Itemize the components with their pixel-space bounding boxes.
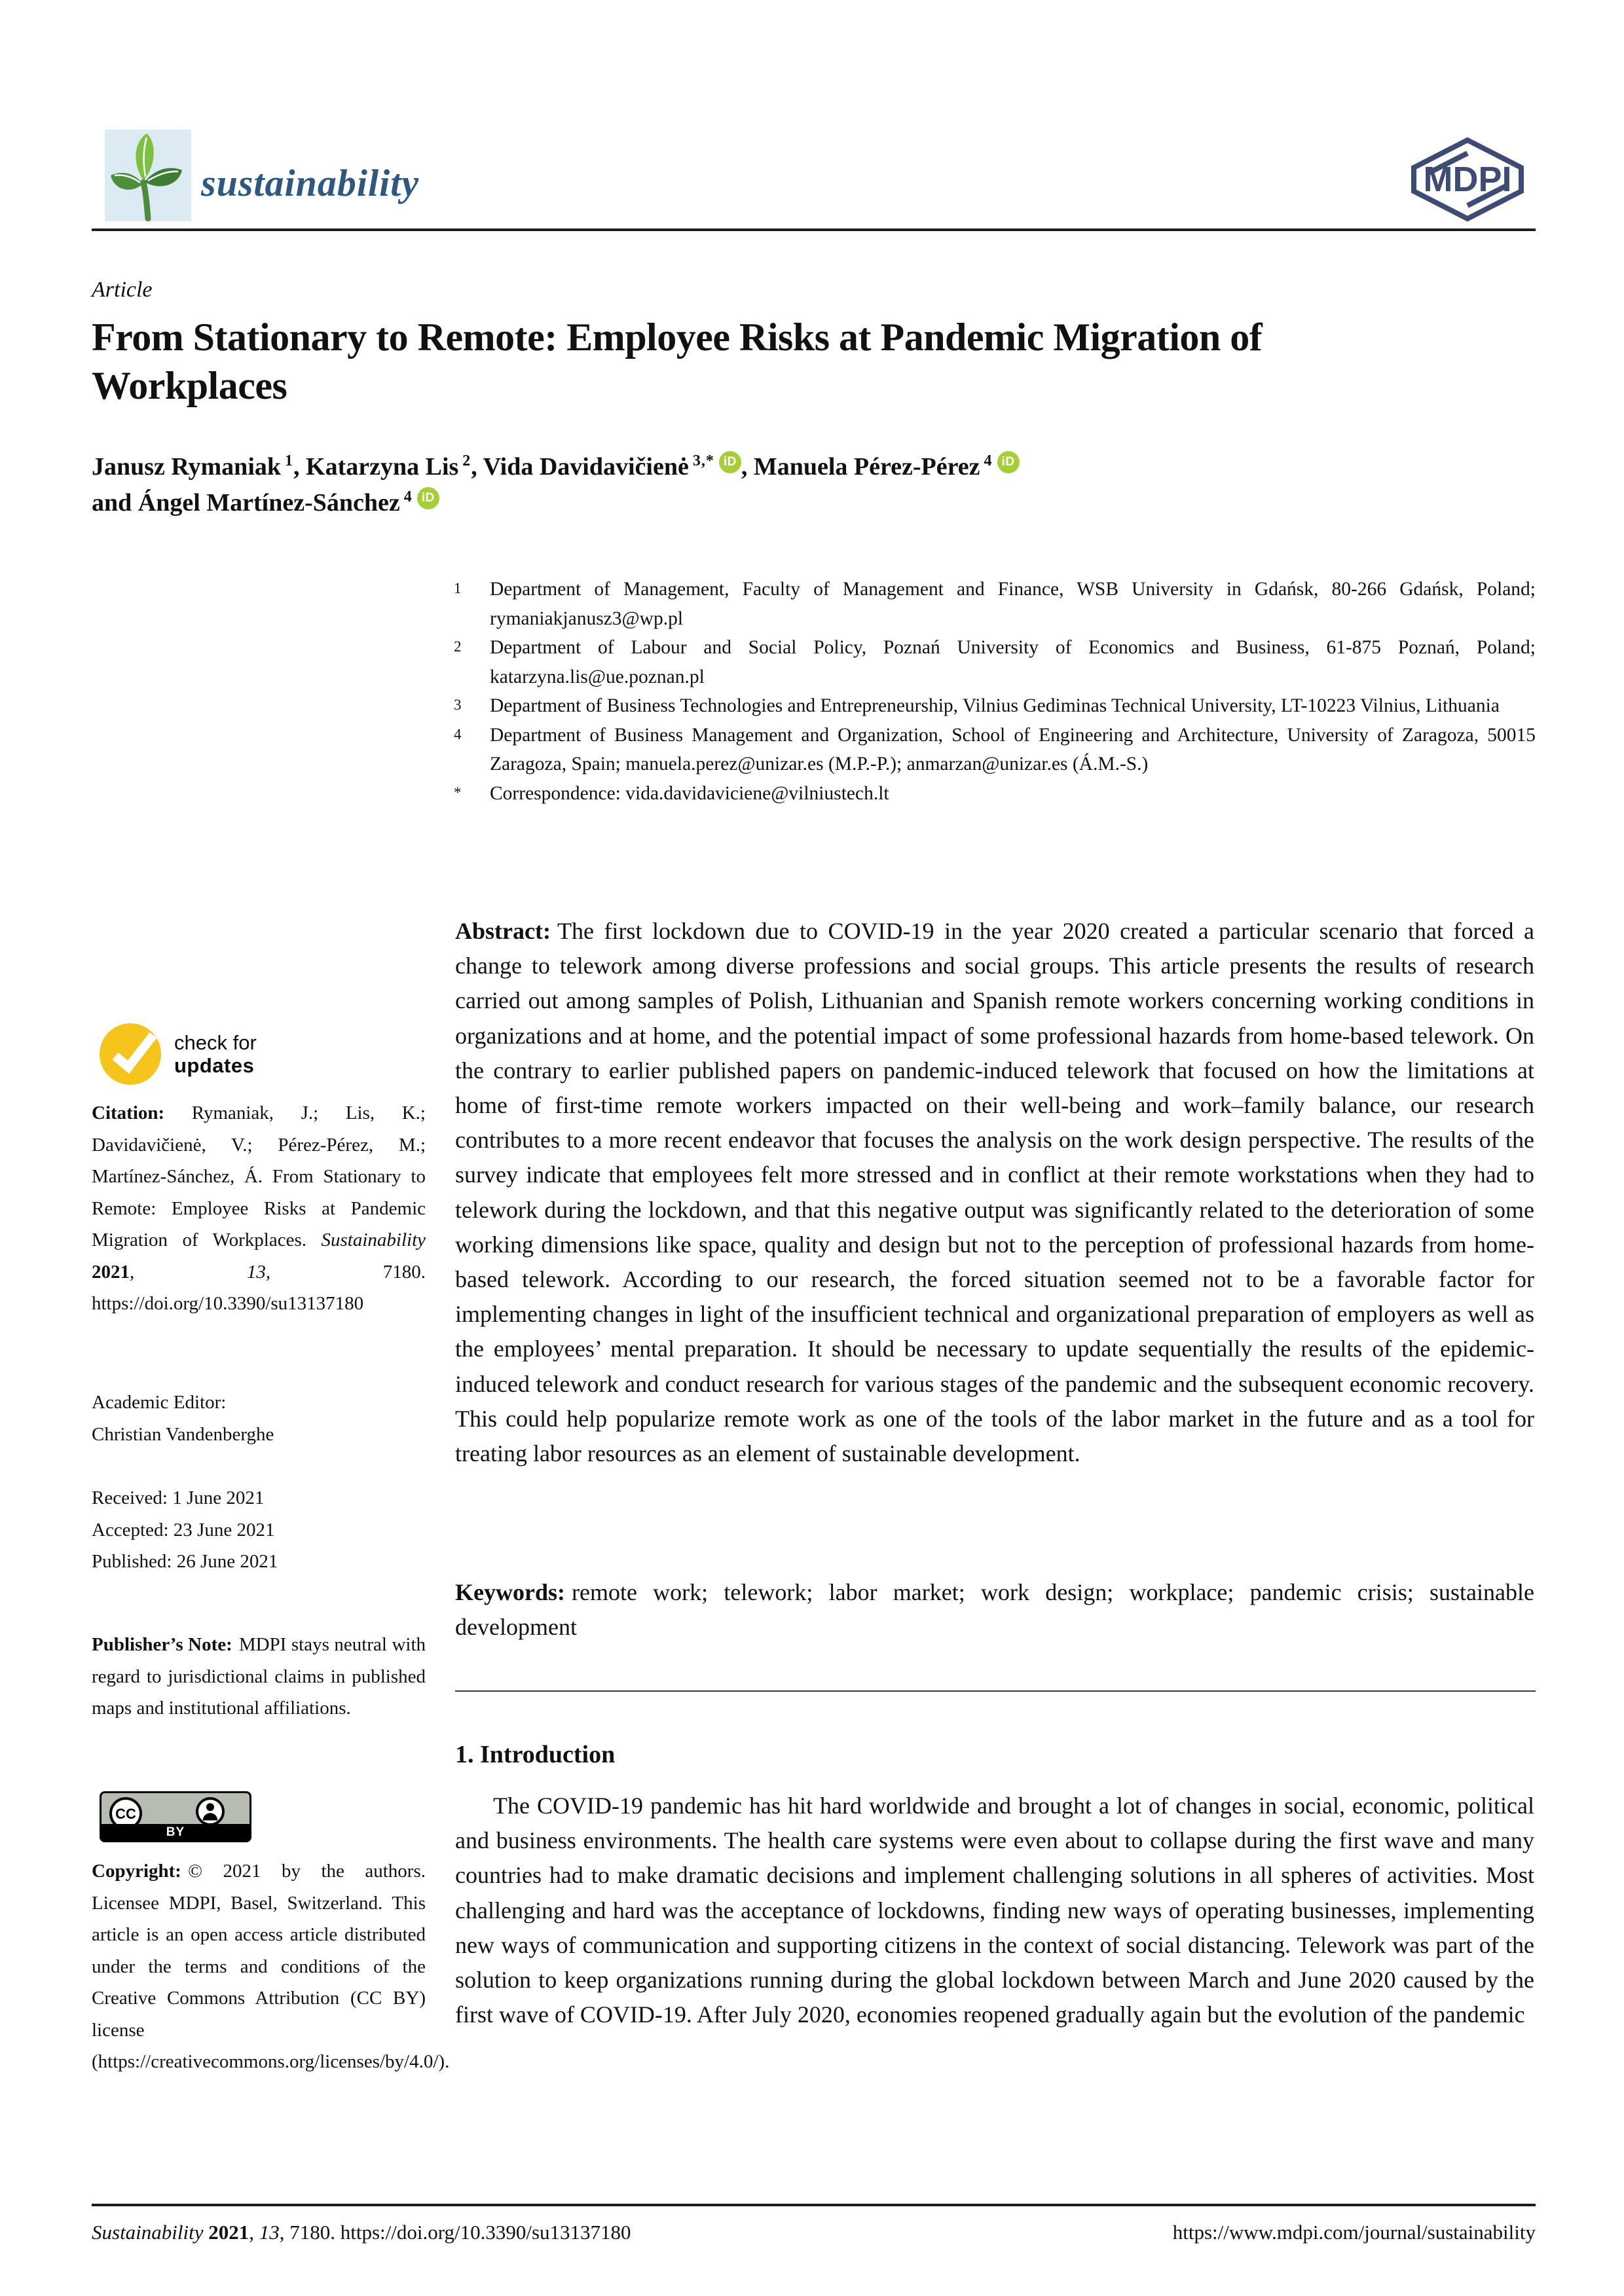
- affiliation-text: Department of Management, Faculty of Management and Finance, WSB University in Gdańsk, 80-266 Gdańsk, Poland; rymaniakjanusz3@wp.pl: [490, 579, 1536, 629]
- text-segment: 13: [259, 2221, 280, 2244]
- publisher-note-label: Publisher’s Note:: [92, 1634, 232, 1655]
- check-for-updates-badge[interactable]: [100, 1021, 388, 1087]
- section-divider: [455, 1690, 1536, 1692]
- person-icon: [196, 1797, 225, 1826]
- keywords-label: Keywords:: [455, 1579, 565, 1605]
- text-segment: 2021: [92, 1261, 130, 1283]
- affiliations-list: [454, 575, 1536, 808]
- text-segment: ,: [293, 453, 306, 481]
- text-segment: Sustainability: [92, 2221, 209, 2244]
- affiliation-item: [454, 691, 1536, 721]
- orcid-icon[interactable]: iD: [719, 451, 741, 473]
- text-segment: ,: [471, 453, 483, 481]
- text-segment: Manuela Pérez-Pérez: [753, 453, 980, 481]
- affiliation-text: Correspondence: vida.davidaviciene@vilniustech.lt: [490, 782, 889, 804]
- date-line: Received: 1 June 2021: [92, 1487, 265, 1508]
- author-superscript: 2: [462, 452, 471, 470]
- authors-line: [92, 449, 1375, 521]
- publisher-note-block: [92, 1629, 426, 1724]
- affiliation-item: [454, 633, 1536, 691]
- affiliation-text: Department of Business Technologies and Entrepreneurship, Vilnius Gediminas Technical University, LT-10223 Vilnius, Lithuania: [490, 695, 1500, 716]
- citation-block: [92, 1097, 426, 1320]
- author-superscript: 4: [403, 488, 413, 506]
- abstract-paragraph: [455, 914, 1534, 1471]
- publisher-note-text: MDPI stays neutral with regard to jurisdictional claims in published maps and institutional affiliations.: [92, 1634, 426, 1719]
- cc-icon: CC: [109, 1797, 142, 1830]
- author-superscript: 3,*: [692, 452, 714, 470]
- affiliation-text: Department of Business Management and Organization, School of Engineering and Architecture, University of Zaragoza, 50015 Zaragoza, Spain; manuela.perez@unizar.es (M.P.-P.); anmarzan@unizar.es (Á.M.-S.): [490, 724, 1536, 774]
- text-segment: Sustainability: [321, 1230, 426, 1250]
- keywords-text: remote work; telework; labor market; work design; workplace; pandemic crisis; sustainable development: [455, 1579, 1534, 1641]
- affiliation-item: [454, 779, 1536, 809]
- affiliation-item: [454, 575, 1536, 633]
- copyright-label: Copyright:: [92, 1861, 181, 1882]
- footer-divider: [92, 2204, 1536, 2206]
- article-type-label: Article: [92, 278, 153, 302]
- text-segment: 2021: [208, 2221, 249, 2244]
- text-segment: , 7180. https://doi.org/10.3390/su13137180: [279, 2221, 631, 2244]
- author-superscript: 4: [984, 452, 993, 470]
- abstract-text: The first lockdown due to COVID-19 in the year 2020 created a particular scenario that forced a change to telework among diverse professions and social groups. This article presents the results of research carried out among samples of Polish, Lithuanian and Spanish remote workers concerning working conditions in organizations and at home, and the potential impact of some professional hazards from home-based telework. On the contrary to earlier published papers on pandemic-induced telework that focused on how the limitations at home of first-time remote workers impacted on their well-being and work–family balance, our research contributes to a more recent endeavor that focuses the analysis on the work design perspective. The results of the survey indicate that employees felt more stressed and in conflict at their remote workstations when they had to telework during the lockdown, and that this negative output was significantly related to the deterioration of some working dimensions like space, quality and design but not to the perception of professional hazards from home-based telework. According to our research, the forced situation seemed not to be a favorable factor for implementing changes in light of the insufficient technical and organizational preparation of employers as well as the employees’ mental preparation. It should be necessary to update sequentially the results of the epidemic-induced telework and conduct research for various stages of the pandemic and the subsequent economic recovery. This could help popularize remote work as one of the tools of the labor market in the future and as a tool for treating labor resources as an element of sustainable development.: [455, 918, 1534, 1467]
- text-segment: and Ángel Martínez-Sánchez: [92, 489, 400, 517]
- affiliation-marker: 4: [454, 725, 462, 742]
- text-segment: ,: [249, 2221, 259, 2244]
- text-segment: ,: [130, 1261, 247, 1283]
- page-title: From Stationary to Remote: Employee Risks at Pandemic Migration of Workplaces: [92, 316, 1263, 408]
- affiliation-item: [454, 721, 1536, 779]
- text-segment: Janusz Rymaniak: [92, 453, 282, 481]
- footer-citation[interactable]: [92, 2221, 631, 2244]
- dates-block: [92, 1482, 426, 1578]
- cc-by-badge[interactable]: [100, 1791, 251, 1842]
- text-segment: ,: [741, 453, 754, 481]
- academic-editor-label: Academic Editor:: [92, 1392, 227, 1413]
- date-line: Published: 26 June 2021: [92, 1551, 278, 1572]
- text-segment: Vida Davidavičienė: [483, 453, 689, 481]
- affiliation-marker: 2: [454, 638, 462, 655]
- affiliation-marker: 1: [454, 580, 462, 596]
- academic-editor-block: [92, 1387, 426, 1450]
- mdpi-logo: [1408, 136, 1527, 223]
- affiliation-marker: 3: [454, 697, 462, 713]
- journal-logo: [105, 130, 191, 221]
- text-segment: 13: [246, 1261, 266, 1283]
- author-superscript: 1: [285, 452, 294, 470]
- date-line: Accepted: 23 June 2021: [92, 1519, 275, 1540]
- text-segment: Rymaniak, J.; Lis, K.; Davidavičienė, V.; Pérez-Pérez, M.; Martínez-Sánchez, Á. From Stationary to Remote: Employee Risks at Pandemic Migration of Workplaces.: [92, 1102, 426, 1250]
- cc-by-label: BY: [101, 1824, 249, 1840]
- introduction-paragraph: The COVID-19 pandemic has hit hard worldwide and brought a lot of changes in social, economic, political and business environments. The health care systems were even about to collapse during the first wave and many countries had to make dramatic decisions and implement challenging solutions in all spheres of activities. Most challenging and hard was the acceptance of lockdowns, finding new ways of operating businesses, implementing new ways of communication and supporting citizens in the context of social distancing. Telework was part of the solution to keep organizations running during the global lockdown between March and June 2020 caused by the first wave of COVID-19. After July 2020, economies reopened gradually again but the evolution of the pandemic: [455, 1793, 1534, 2028]
- text-segment: Katarzyna Lis: [306, 453, 459, 481]
- copyright-block: [92, 1855, 450, 2078]
- section-heading-introduction: 1. Introduction: [455, 1741, 616, 1768]
- footer-journal-url[interactable]: https://www.mdpi.com/journal/sustainability: [1172, 2221, 1536, 2244]
- header-divider: [92, 228, 1536, 231]
- check-for-updates-text: check for updates: [174, 1031, 257, 1077]
- academic-editor-name: Christian Vandenberghe: [92, 1423, 274, 1445]
- copyright-text: © 2021 by the authors. Licensee MDPI, Basel, Switzerland. This article is an open access article distributed under the terms and conditions of the Creative Commons Attribution (CC BY) license (https://creativecommons.org/licenses/by/4.0/).: [92, 1861, 450, 2072]
- orcid-icon[interactable]: iD: [997, 451, 1020, 473]
- mdpi-hexagon-icon: [1408, 136, 1527, 223]
- svg-text:MDPI: MDPI: [1423, 160, 1512, 199]
- check-circle-icon: [100, 1023, 161, 1085]
- plant-sprout-icon: [105, 130, 191, 221]
- abstract-label: Abstract:: [455, 918, 551, 944]
- orcid-icon[interactable]: iD: [417, 487, 439, 509]
- journal-name: sustainability: [201, 162, 420, 204]
- affiliation-marker: *: [454, 784, 462, 801]
- text-segment: , 7180. https://doi.org/10.3390/su13137180: [92, 1261, 426, 1314]
- affiliation-text: Department of Labour and Social Policy, Poznań University of Economics and Business, 61-875 Poznań, Poland; katarzyna.lis@ue.poznan.pl: [490, 637, 1536, 687]
- text-segment: Citation:: [92, 1102, 192, 1123]
- keywords-paragraph: [455, 1575, 1534, 1645]
